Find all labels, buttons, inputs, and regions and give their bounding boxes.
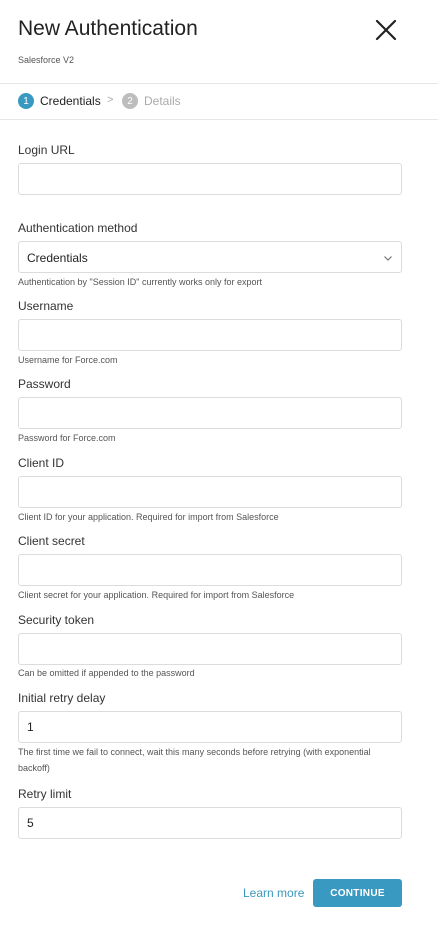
- stepper: [0, 84, 438, 120]
- chevron-down-icon: [383, 253, 393, 263]
- step-number: 2: [122, 93, 138, 109]
- dialog-subtitle: Salesforce V2: [18, 55, 75, 65]
- username-label: Username: [18, 299, 74, 313]
- login-url-input[interactable]: [18, 163, 402, 195]
- dialog-title: New Authentication: [18, 17, 198, 40]
- retry-limit-input[interactable]: [18, 807, 402, 839]
- auth-method-help: Authentication by "Session ID" currently works only for export: [18, 277, 262, 287]
- security-token-help: Can be omitted if appended to the password: [18, 668, 195, 678]
- close-icon: [373, 17, 399, 43]
- retry-delay-label: Initial retry delay: [18, 691, 106, 705]
- password-label: Password: [18, 377, 71, 391]
- security-token-label: Security token: [18, 613, 95, 627]
- client-secret-input[interactable]: [18, 554, 402, 586]
- security-token-input[interactable]: [18, 633, 402, 665]
- auth-method-label: Authentication method: [18, 221, 138, 235]
- client-secret-help: Client secret for your application. Required for import from Salesforce: [18, 590, 295, 600]
- client-id-help: Client ID for your application. Required for import from Salesforce: [18, 512, 279, 522]
- dialog-header: [0, 0, 438, 84]
- password-input[interactable]: [18, 397, 402, 429]
- username-input[interactable]: [18, 319, 402, 351]
- retry-delay-help: The first time we fail to connect, wait this many seconds before retrying (with exponential backoff): [18, 747, 371, 773]
- client-id-label: Client ID: [18, 456, 65, 470]
- auth-method-value: Credentials: [27, 251, 88, 265]
- password-help: Password for Force.com: [18, 433, 116, 443]
- retry-limit-label: Retry limit: [18, 787, 72, 801]
- continue-button[interactable]: CONTINUE: [313, 879, 402, 907]
- retry-delay-input[interactable]: [18, 711, 402, 743]
- step-number: 1: [18, 93, 34, 109]
- username-help: Username for Force.com: [18, 355, 118, 365]
- step-details[interactable]: [122, 93, 181, 109]
- step-separator-chevron: >: [107, 94, 114, 106]
- client-secret-label: Client secret: [18, 534, 85, 548]
- auth-method-select[interactable]: [18, 241, 402, 273]
- close-button[interactable]: [373, 17, 399, 43]
- learn-more-link[interactable]: Learn more: [243, 886, 305, 900]
- step-label: Details: [144, 94, 181, 108]
- login-url-label: Login URL: [18, 143, 75, 157]
- client-id-input[interactable]: [18, 476, 402, 508]
- step-credentials[interactable]: [18, 93, 101, 109]
- step-label: Credentials: [40, 94, 101, 108]
